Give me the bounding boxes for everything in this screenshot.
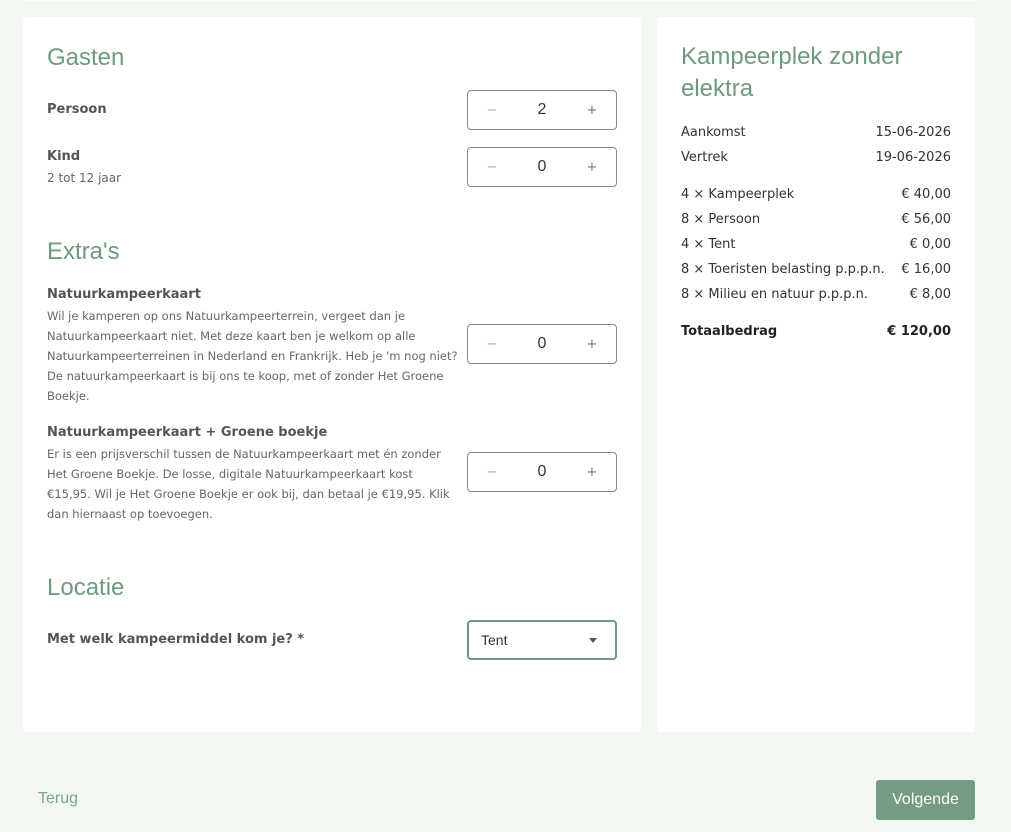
back-link[interactable]: Terug bbox=[38, 790, 79, 807]
guest-label-kind: Kind bbox=[47, 149, 81, 164]
kampeermiddel-question: Met welk kampeermiddel kom je? * bbox=[47, 632, 305, 647]
price-line-value: € 8,00 bbox=[909, 287, 951, 302]
groene-boekje-decrement-button[interactable]: − bbox=[486, 464, 498, 480]
price-line bbox=[681, 287, 951, 302]
natuurkampeerkaart-decrement-button[interactable]: − bbox=[486, 336, 498, 352]
kind-stepper bbox=[467, 147, 617, 187]
price-line-value: € 0,00 bbox=[909, 237, 951, 252]
persoon-increment-button[interactable]: + bbox=[586, 102, 598, 118]
kind-count[interactable]: 0 bbox=[537, 158, 547, 175]
summary-card bbox=[657, 17, 975, 732]
persoon-stepper bbox=[467, 90, 617, 130]
kampeermiddel-selected-value: Tent bbox=[481, 632, 508, 648]
chevron-down-icon bbox=[589, 638, 597, 643]
groene-boekje-increment-button[interactable]: + bbox=[586, 464, 598, 480]
price-line-label: 4 × Kampeerplek bbox=[681, 187, 795, 202]
persoon-decrement-button[interactable]: − bbox=[486, 102, 498, 118]
extras-section-title: Extra's bbox=[47, 238, 120, 265]
guests-section-title: Gasten bbox=[47, 44, 125, 71]
top-card-edge bbox=[23, 0, 975, 2]
kind-decrement-button[interactable]: − bbox=[486, 159, 498, 175]
total-label: Totaalbedrag bbox=[681, 324, 778, 339]
guest-sub-kind: 2 tot 12 jaar bbox=[47, 171, 122, 185]
total-row bbox=[681, 324, 951, 339]
natuurkampeerkaart-stepper bbox=[467, 324, 617, 364]
persoon-count[interactable]: 2 bbox=[537, 101, 547, 118]
price-line-label: 4 × Tent bbox=[681, 237, 736, 252]
price-line-label: 8 × Toeristen belasting p.p.p.n. bbox=[681, 262, 885, 277]
price-line-value: € 16,00 bbox=[901, 262, 951, 277]
price-line bbox=[681, 212, 951, 227]
natuurkampeerkaart-count[interactable]: 0 bbox=[537, 335, 547, 352]
kind-increment-button[interactable]: + bbox=[586, 159, 598, 175]
price-line bbox=[681, 262, 951, 277]
date-row-departure bbox=[681, 150, 951, 165]
total-value: € 120,00 bbox=[887, 324, 951, 339]
booking-form-card bbox=[23, 17, 641, 732]
extra-label-groene-boekje: Natuurkampeerkaart + Groene boekje bbox=[47, 425, 328, 440]
extra-label-natuurkampeerkaart: Natuurkampeerkaart bbox=[47, 287, 201, 302]
date-label: Aankomst bbox=[681, 125, 746, 140]
guest-label-persoon: Persoon bbox=[47, 102, 107, 117]
date-value: 15-06-2026 bbox=[875, 125, 951, 140]
extra-desc-natuurkampeerkaart: Wil je kamperen op ons Natuurkampeerterrein, vergeet dan je Natuurkampeerkaart niet. Met deze kaart ben je welkom op alle Natuurkampeerterreinen in Nederland en Frankrijk. Heb je 'm nog niet? De natuurkampeerkaart is bij ons te koop, met of zonder Het Groene Boekje. bbox=[47, 309, 458, 403]
date-value: 19-06-2026 bbox=[875, 150, 951, 165]
groene-boekje-count[interactable]: 0 bbox=[537, 463, 547, 480]
kampeermiddel-select[interactable] bbox=[467, 620, 617, 660]
location-section-title: Locatie bbox=[47, 574, 125, 601]
price-line-label: 8 × Milieu en natuur p.p.p.n. bbox=[681, 287, 869, 302]
date-row-arrival bbox=[681, 125, 951, 140]
price-line-value: € 40,00 bbox=[901, 187, 951, 202]
natuurkampeerkaart-increment-button[interactable]: + bbox=[586, 336, 598, 352]
next-button[interactable]: Volgende bbox=[876, 780, 975, 820]
date-label: Vertrek bbox=[681, 150, 728, 165]
price-line bbox=[681, 187, 951, 202]
groene-boekje-stepper bbox=[467, 452, 617, 492]
price-line-label: 8 × Persoon bbox=[681, 212, 761, 227]
summary-title: Kampeerplek zonder elektra bbox=[681, 43, 903, 102]
price-line-value: € 56,00 bbox=[901, 212, 951, 227]
price-line bbox=[681, 237, 951, 252]
extra-desc-groene-boekje: Er is een prijsverschil tussen de Natuurkampeerkaart met én zonder Het Groene Boekje. De losse, digitale Natuurkampeerkaart kost €15,95. Wil je Het Groene Boekje er ook bij, dan betaal je €19,95. Klik dan hiernaast op toevoegen. bbox=[47, 447, 450, 521]
